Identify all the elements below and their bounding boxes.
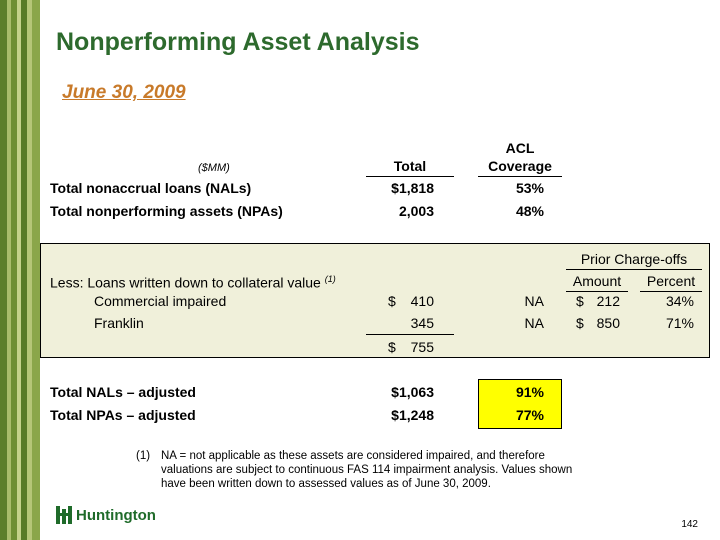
total-header-underline [366,176,454,177]
item-total: 410 [410,293,434,309]
page-title: Nonperforming Asset Analysis [56,28,420,56]
adjusted-nal-total: $1,063 [391,384,434,400]
huntington-logo-icon [56,506,72,524]
footnote-ref: (1) [324,274,336,284]
item-coverage: NA [524,293,544,309]
prior-chargeoffs-underline [566,269,702,270]
acl-header-line1: ACL [505,140,535,156]
nal-row-total: $1,818 [391,180,434,196]
page-number: 142 [681,519,698,530]
logo-text: Huntington [76,506,156,524]
footnote-line: NA = not applicable as these assets are considered impaired, and therefore [161,450,545,462]
decorative-stripes [0,0,40,540]
acl-header-line2: Coverage [488,158,552,174]
sum-dollar-sign: $ [388,339,396,355]
npa-row-total: 2,003 [398,203,434,219]
percent-header: Percent [646,273,696,289]
item-coverage: NA [524,315,544,331]
item-amount: 850 [596,315,620,331]
units-label: ($MM) [198,162,230,174]
footnote-line: have been written down to assessed values as of June 30, 2009. [161,478,491,490]
npa-row-label: Total nonperforming assets (NPAs) [50,203,283,219]
acl-header-underline [478,176,562,177]
sum-total: 755 [410,339,434,355]
page-subtitle-date: June 30, 2009 [62,82,186,103]
adjusted-npa-label: Total NPAs – adjusted [50,407,196,423]
item-total: 345 [410,315,434,331]
footnote-marker: (1) [136,450,151,462]
less-label: Less: Loans written down to collateral value $^{(1)}$ [50,274,336,291]
sum-underline [366,334,454,335]
nal-row-coverage: 53% [515,180,544,196]
huntington-logo [56,506,156,524]
item-amount: 212 [596,293,620,309]
item-dollar-sign: $ [388,293,396,309]
nal-row-label: Total nonaccrual loans (NALs) [50,180,252,196]
adjusted-nal-label: Total NALs – adjusted [50,384,196,400]
item-label: Franklin [94,315,144,331]
adjusted-nal-coverage: 91% [515,384,544,400]
item-percent: 34% [665,293,694,309]
item-amount-dollar: $ [576,315,584,331]
prior-chargeoffs-header: Prior Charge-offs [580,251,688,267]
amount-header-underline [566,291,628,292]
percent-header-underline [640,291,702,292]
npa-row-coverage: 48% [515,203,544,219]
amount-header: Amount [572,273,622,289]
footnote-line: valuations are subject to continuous FAS 114 impairment analysis. Values shown [161,464,573,476]
adjusted-npa-coverage: 77% [515,407,544,423]
item-percent: 71% [665,315,694,331]
item-amount-dollar: $ [576,293,584,309]
total-header: Total [393,158,427,174]
adjusted-npa-total: $1,248 [391,407,434,423]
item-label: Commercial impaired [94,293,227,309]
